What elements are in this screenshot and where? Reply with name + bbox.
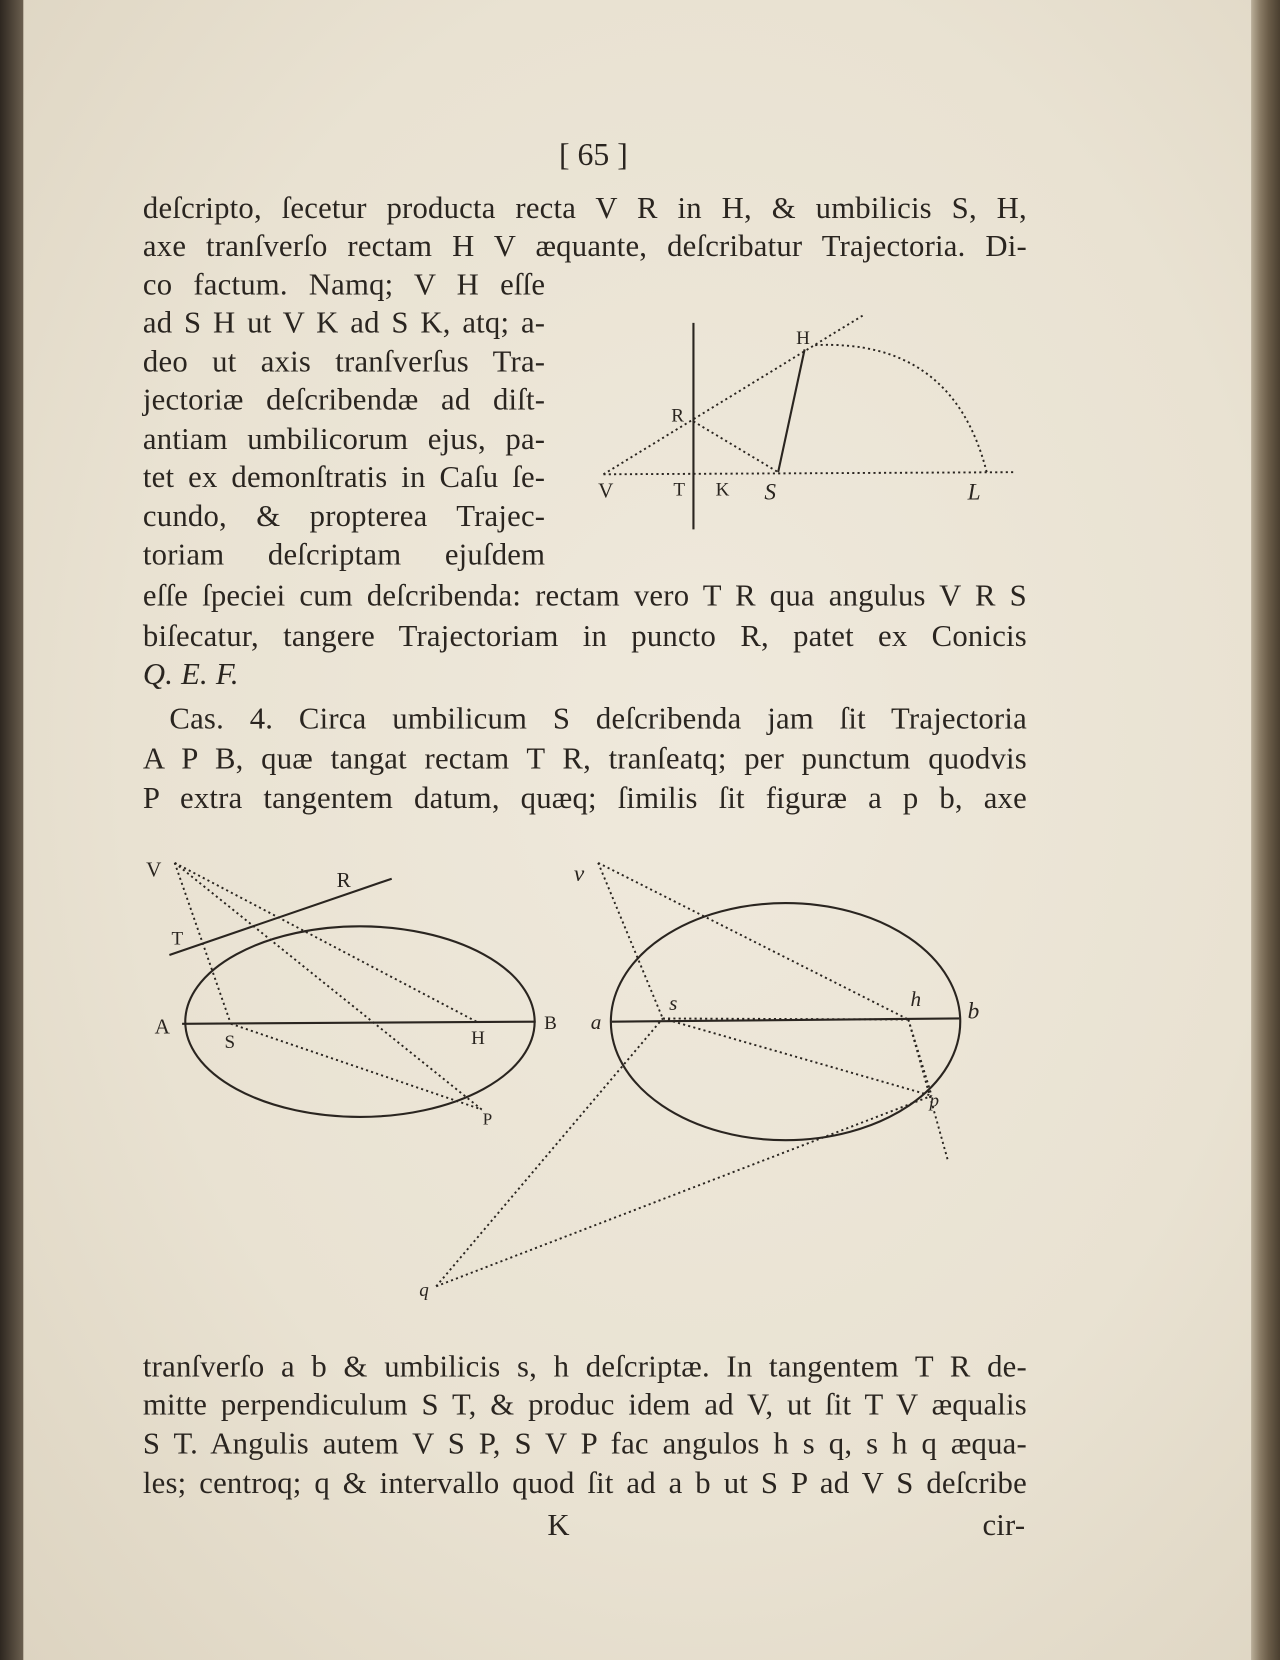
text-line: P extra tangentem datum, quæq; ſimilis ſit figuræ a p b, axe: [142, 781, 1027, 816]
page-number: [ 65 ]: [558, 137, 628, 173]
line-sp: [231, 1024, 482, 1110]
label-T: T: [171, 928, 184, 950]
line-rs: [693, 421, 778, 472]
text-line: ad S H ut V K ad S K, atq; a-: [142, 305, 546, 340]
label-K: K: [715, 479, 730, 501]
figure-1: [598, 315, 1016, 529]
label-b: b: [967, 998, 980, 1025]
text-line: les; centroq; q & intervallo quod ſit ad a b ut S P ad V S deſcribe: [142, 1466, 1027, 1501]
label-S: S: [224, 1032, 236, 1054]
label-T: T: [673, 479, 685, 501]
label-H: H: [471, 1027, 485, 1049]
label-P: P: [482, 1109, 493, 1129]
text-line: A P B, quæ tangat rectam T R, tranſeatq; per punctum quodvis: [142, 742, 1027, 777]
axis-ab: [182, 1022, 536, 1024]
line-vh: [175, 863, 477, 1022]
label-H: H: [796, 328, 810, 350]
text-line: antiam umbilicorum ejus, pa-: [142, 422, 546, 457]
qef-mark: Q. E. F.: [142, 657, 239, 692]
text-line: toriam deſcriptam ejuſdem: [142, 537, 546, 572]
signature-mark: K: [547, 1508, 570, 1543]
line-hs: [778, 349, 804, 472]
label-A: A: [154, 1014, 170, 1039]
label-q: q: [419, 1279, 429, 1301]
line-sp: [663, 1018, 932, 1095]
text-line: S T. Angulis autem V S P, S V P fac angulos h s q, s h q æqua-: [142, 1427, 1027, 1462]
text-line: axe tranſverſo rectam H V æquante, deſcribatur Trajectoria. Di-: [142, 229, 1027, 264]
text-line: mitte perpendiculum S T, & produc idem ad V, ut ſit T V æqualis: [142, 1387, 1027, 1422]
label-v: v: [573, 860, 585, 887]
line-vh: [598, 863, 908, 1020]
line-qs: [436, 1018, 663, 1286]
label-V: V: [146, 857, 162, 882]
text-line: jectoriæ deſcribendæ ad diſt-: [142, 383, 546, 418]
line-qp: [436, 1096, 931, 1287]
figure-2-right: [419, 861, 979, 1301]
label-R: R: [671, 405, 684, 427]
label-S: S: [764, 479, 777, 506]
text-line: Cas. 4. Circa umbilicum S deſcribenda jam ſit Trajectoria: [169, 701, 1027, 736]
label-B: B: [544, 1013, 557, 1035]
text-line: tranſverſo a b & umbilicis s, h deſcriptæ. In tangentem T R de-: [142, 1349, 1027, 1384]
line-vs: [598, 863, 663, 1019]
label-R: R: [336, 868, 351, 893]
label-a: a: [590, 1010, 602, 1035]
catchword: cir-: [982, 1508, 1026, 1543]
label-p: p: [929, 1090, 940, 1112]
text-line: cundo, & propterea Trajec-: [142, 499, 546, 534]
arc: [815, 345, 987, 472]
text-line: biſecatur, tangere Trajectoriam in puncto R, patet ex Conicis: [142, 619, 1027, 654]
text-line: deſcripto, ſecetur producta recta V R in H, & umbilicis S, H,: [142, 191, 1027, 226]
label-s: s: [669, 990, 678, 1015]
label-L: L: [967, 479, 981, 506]
text-line: eſſe ſpeciei cum deſcribenda: rectam vero T R qua angulus V R S: [142, 579, 1027, 613]
label-h: h: [910, 986, 922, 1011]
line-vh: [603, 315, 862, 474]
axis-line: [603, 472, 1016, 474]
text-line: tet ex demonſtratis in Caſu ſe-: [142, 460, 546, 495]
text-line: deo ut axis tranſverſus Tra-: [142, 345, 546, 380]
label-V: V: [598, 478, 614, 503]
text-line: co factum. Namq; V H eſſe: [142, 267, 546, 302]
figure-2-left: [146, 858, 557, 1129]
